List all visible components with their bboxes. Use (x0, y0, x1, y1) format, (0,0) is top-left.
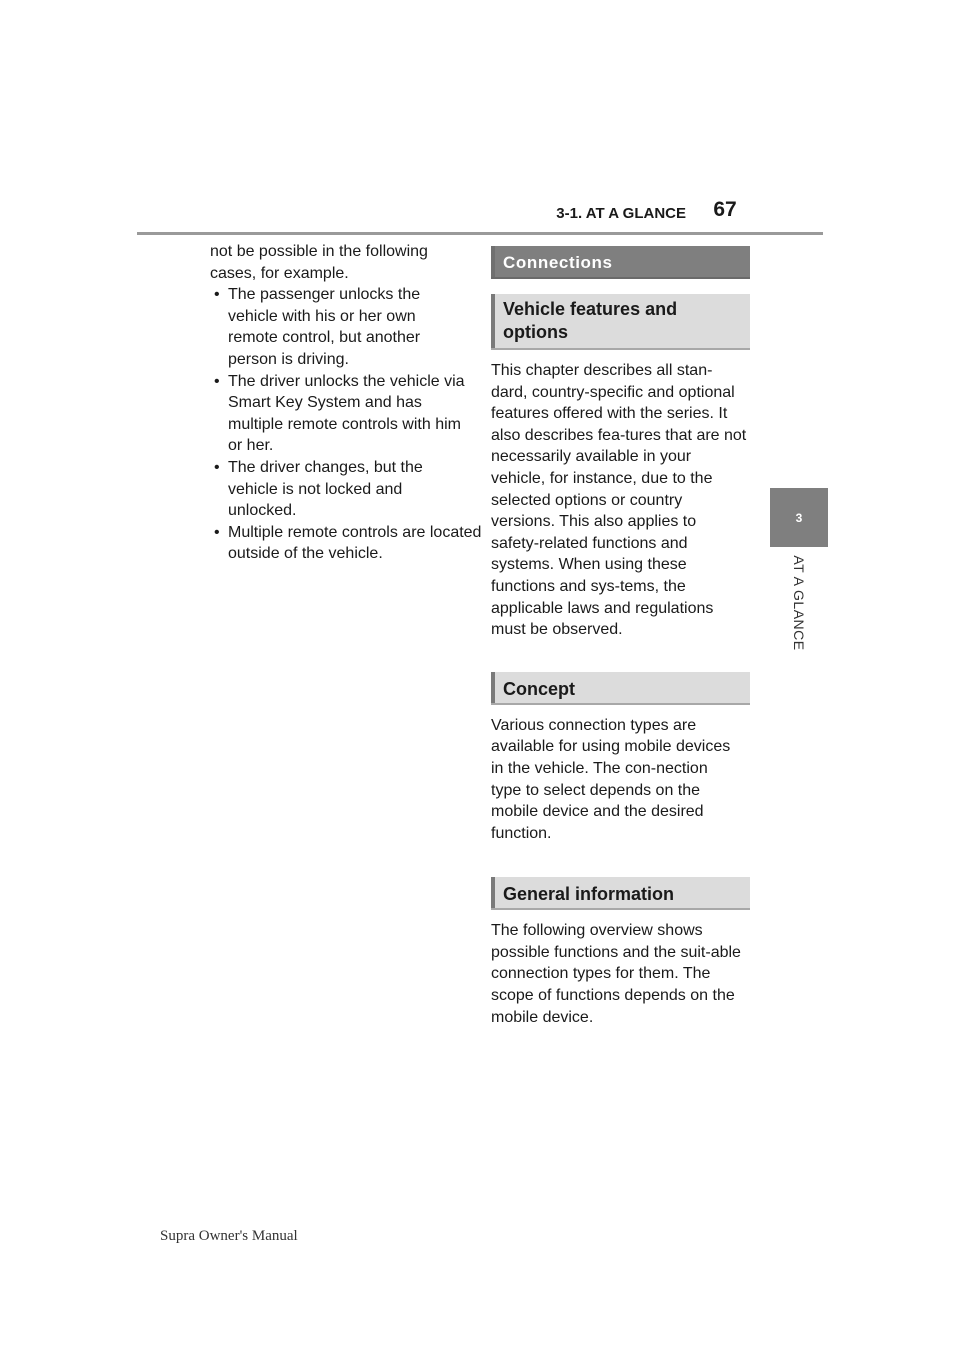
list-item: • Multiple remote controls are located outside of the vehicle. (210, 522, 488, 565)
bullet-list (210, 284, 482, 565)
features-heading-text: Vehicle features and options (503, 299, 678, 342)
section-header: 3-1. AT A GLANCE (556, 205, 686, 222)
list-item: • The driver changes, but the vehicle is not locked and unlocked. (210, 457, 458, 522)
general-info-text: The following overview shows possible functions and the suit-able connection types for them. The scope of functions depends on the mobile device. (491, 922, 741, 1026)
concept-heading: Concept (491, 672, 750, 705)
features-heading (491, 294, 750, 350)
list-item: • The driver unlocks the vehicle via Smart Key System and has multiple remote controls with him or her. (210, 371, 478, 457)
chapter-number: 3 (795, 510, 803, 525)
page-number: 67 (713, 198, 737, 221)
concept-text: Various connection types are available for using mobile devices in the vehicle. The con-nection type to select depends on the mobile device and the desired function. (491, 716, 731, 842)
header-rule (137, 232, 823, 235)
features-text: This chapter describes all stan-dard, country-specific and optional features offered with the series. It also describes fea-tures that are not necessarily available in your vehicle, for instance, due to the selected options or country versions. This also applies to safety-related functions and systems. When using these functions and sys-tems, the applicable laws and regulations must be observed. (491, 362, 747, 639)
list-item: • The passenger unlocks the vehicle with his or her own remote control, but another person is driving. (210, 284, 448, 370)
chapter-tab (770, 488, 828, 547)
intro-text: not be possible in the following cases, for example. (210, 243, 428, 282)
footer-manual-title: Supra Owner's Manual (160, 1228, 298, 1244)
left-column (210, 241, 482, 565)
chapter-side-label: AT A GLANCE (791, 555, 807, 651)
general-info-heading: General information (491, 877, 750, 910)
right-column (491, 246, 753, 1028)
connections-heading: Connections (491, 246, 750, 279)
